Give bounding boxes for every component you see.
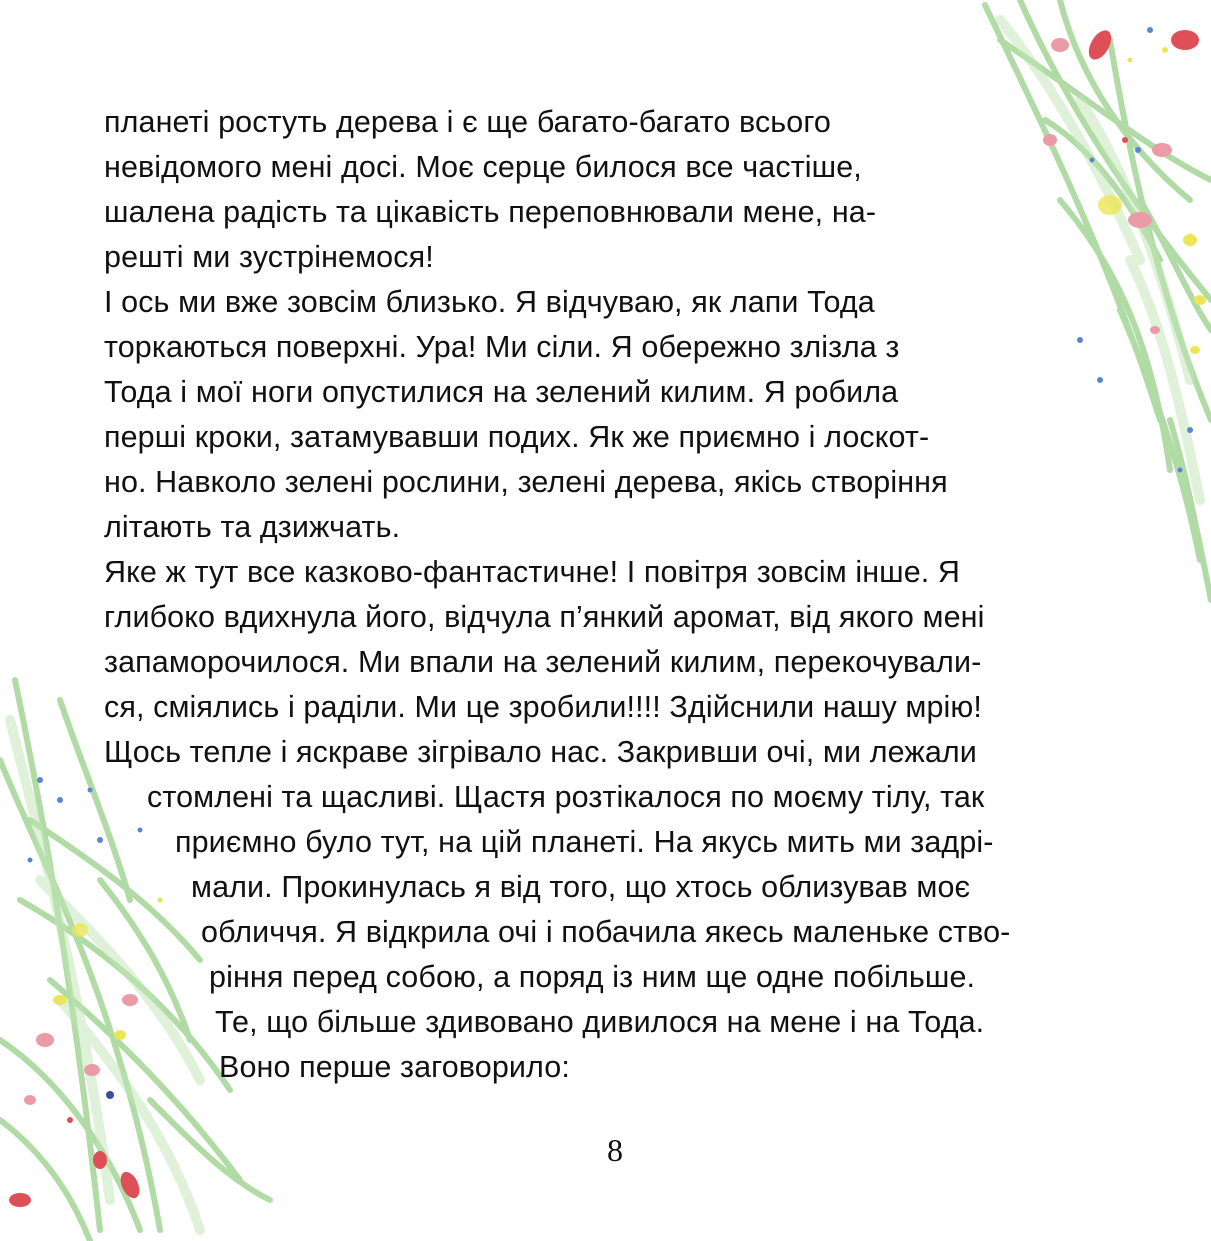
- foliage-top-right: [985, 0, 1211, 600]
- text-line: приємно було тут, на цій планеті. На якусь мить ми задрі-: [175, 825, 994, 859]
- text-line: планеті ростуть дерева і є ще багато-багато всього: [104, 105, 831, 139]
- text-line: ся, сміялись і раділи. Ми це зробили!!!! Здійснили нашу мрію!: [104, 690, 982, 724]
- text-line: мали. Прокинулась я від того, що хтось облизував моє: [191, 870, 971, 904]
- page-number: 8: [607, 1132, 623, 1168]
- text-line: літають та дзижчать.: [104, 510, 401, 544]
- text-line: І ось ми вже зовсім близько. Я відчуваю, як лапи Тода: [104, 285, 875, 319]
- text-line: невідомого мені досі. Моє серце билося все частіше,: [104, 150, 862, 184]
- text-line: перші кроки, затамувавши подих. Як же приємно і лоскот-: [104, 420, 930, 454]
- text-line: шалена радість та цікавість переповнювали мене, на-: [104, 195, 877, 229]
- text-line: Тода і мої ноги опустилися на зелений килим. Я робила: [104, 375, 899, 409]
- text-line: обличчя. Я відкрила очі і побачила якесь маленьке ство-: [201, 915, 1011, 949]
- text-line: Щось тепле і яскраве зігрівало нас. Закривши очі, ми лежали: [104, 735, 977, 769]
- text-line: торкаються поверхні. Ура! Ми сіли. Я обережно злізла з: [104, 330, 900, 364]
- text-line: решті ми зустрінемося!: [104, 240, 434, 274]
- text-line: но. Навколо зелені рослини, зелені дерева, якісь створіння: [104, 465, 948, 499]
- text-line: глибоко вдихнула його, відчула п’янкий аромат, від якого мені: [104, 600, 985, 634]
- text-line: Воно перше заговорило:: [219, 1050, 570, 1084]
- text-line: стомлені та щасливі. Щастя розтікалося по моєму тілу, так: [147, 780, 985, 814]
- text-line: запаморочилося. Ми впали на зелений килим, перекочували-: [104, 645, 982, 679]
- text-line: Те, що більше здивовано дивилося на мене і на Тода.: [215, 1005, 985, 1039]
- text-line: Яке ж тут все казково-фантастичне! І повітря зовсім інше. Я: [104, 555, 961, 589]
- text-line: ріння перед собою, а поряд із ним ще одне побільше.: [209, 960, 976, 994]
